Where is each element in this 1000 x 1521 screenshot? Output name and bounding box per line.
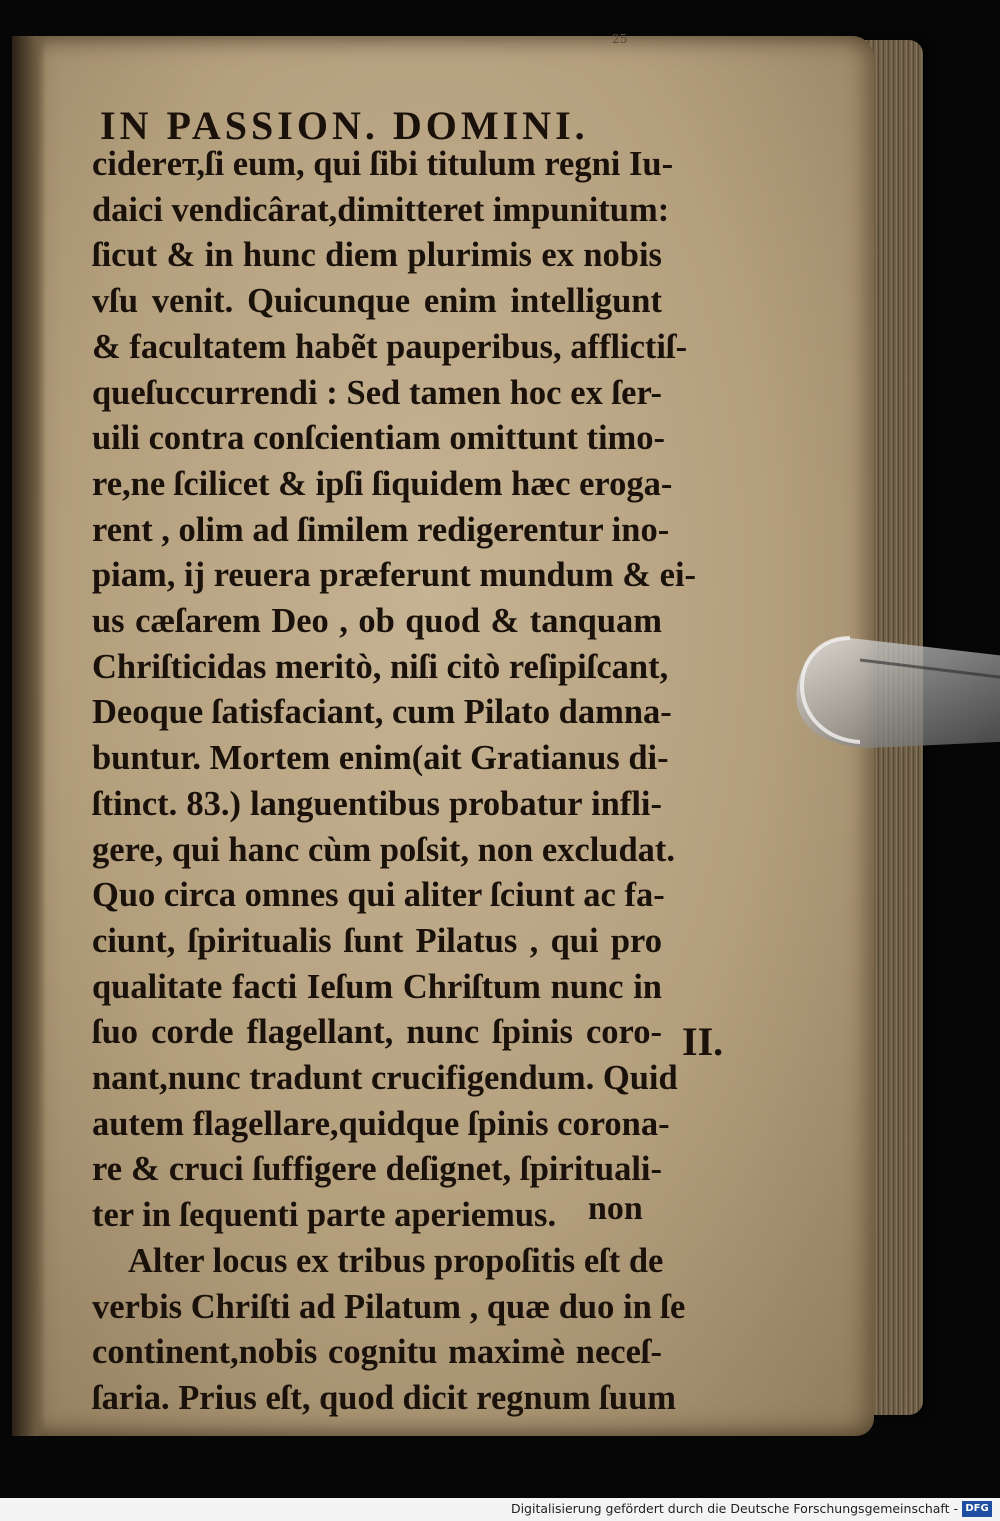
text-line: continent,nobis cognitu maximè neceſ- bbox=[92, 1333, 662, 1372]
text-line: queſuccurrendi : Sed tamen hoc ex ſer- bbox=[92, 373, 662, 412]
text-line: re,ne ſcilicet & ipſi ſiquidem hæc eroga- bbox=[92, 464, 673, 503]
margin-note: II. bbox=[682, 1019, 724, 1064]
text-line: Alter locus ex tribus propoſitis eſt de bbox=[128, 1241, 664, 1280]
page-clip bbox=[790, 620, 1000, 760]
text-line: gere, qui hanc cùm poſsit, non excludat. bbox=[92, 830, 676, 869]
text-line: ciderет,ſi eum, qui ſibi titulum regni Iu- bbox=[92, 145, 674, 183]
text-line: qualitate facti Ieſum Chriſtum nunc in bbox=[92, 967, 662, 1006]
dfg-logo: DFG bbox=[962, 1501, 992, 1517]
text-line: autem flagellare,quidque ſpinis corona- bbox=[92, 1104, 670, 1143]
text-line: rent , olim ad ſimilem redigerentur ino- bbox=[92, 510, 670, 549]
folio-mark: 25 bbox=[612, 32, 628, 46]
catchword: non bbox=[588, 1190, 643, 1227]
text-line: ter in ſequenti parte aperiemus. bbox=[92, 1196, 557, 1235]
text-line: ſtinct. 83.) languentibus probatur infli- bbox=[92, 784, 662, 823]
body-text bbox=[92, 142, 697, 1422]
text-line: Deoque ſatisfaciant, cum Pilato damna- bbox=[92, 693, 672, 732]
text-line: nant,nunc tradunt crucifigendum. Quid bbox=[92, 1059, 678, 1098]
footer-credit: Digitalisierung gefördert durch die Deutsche Forschungsgemeinschaft - bbox=[510, 1501, 958, 1516]
footer-bar bbox=[0, 1498, 1000, 1521]
running-head: IN PASSION. DOMINI. bbox=[100, 103, 589, 148]
text-line: ciunt, ſpiritualis ſunt Pilatus , qui pro bbox=[92, 921, 662, 960]
text-line: piam, ij reuera præferunt mundum & ei- bbox=[92, 556, 697, 595]
text-line: ſaria. Prius eſt, quod dicit regnum ſuum bbox=[92, 1378, 676, 1417]
text-line: daici vendicârat,dimitteret impunitum: bbox=[92, 190, 670, 229]
text-line: ſuo corde flagellant, nunc ſpinis coro- bbox=[92, 1013, 662, 1052]
text-line: re & cruci ſuffigere deſignet, ſpirituali- bbox=[92, 1150, 662, 1189]
text-line: buntur. Mortem enim(ait Gratianus di- bbox=[92, 739, 669, 778]
text-line: & facultatem habẽt pauperibus, afflictiſ- bbox=[92, 327, 688, 366]
text-line: us cæſarem Deo , ob quod & tanquam bbox=[92, 602, 662, 641]
text-line: Chriſticidas meritò, niſi citò reſipiſcant, bbox=[92, 647, 669, 686]
text-line: verbis Chriſti ad Pilatum , quæ duo in ſe bbox=[92, 1287, 686, 1326]
text-line: uili contra conſcientiam omittunt timo- bbox=[92, 419, 666, 458]
text-line: ſicut & in hunc diem plurimis ex nobis bbox=[92, 236, 662, 275]
text-line: vſu venit. Quicunque enim intelligunt bbox=[92, 282, 662, 321]
text-line: Quo circa omnes qui aliter ſciunt ac fa- bbox=[92, 876, 665, 915]
